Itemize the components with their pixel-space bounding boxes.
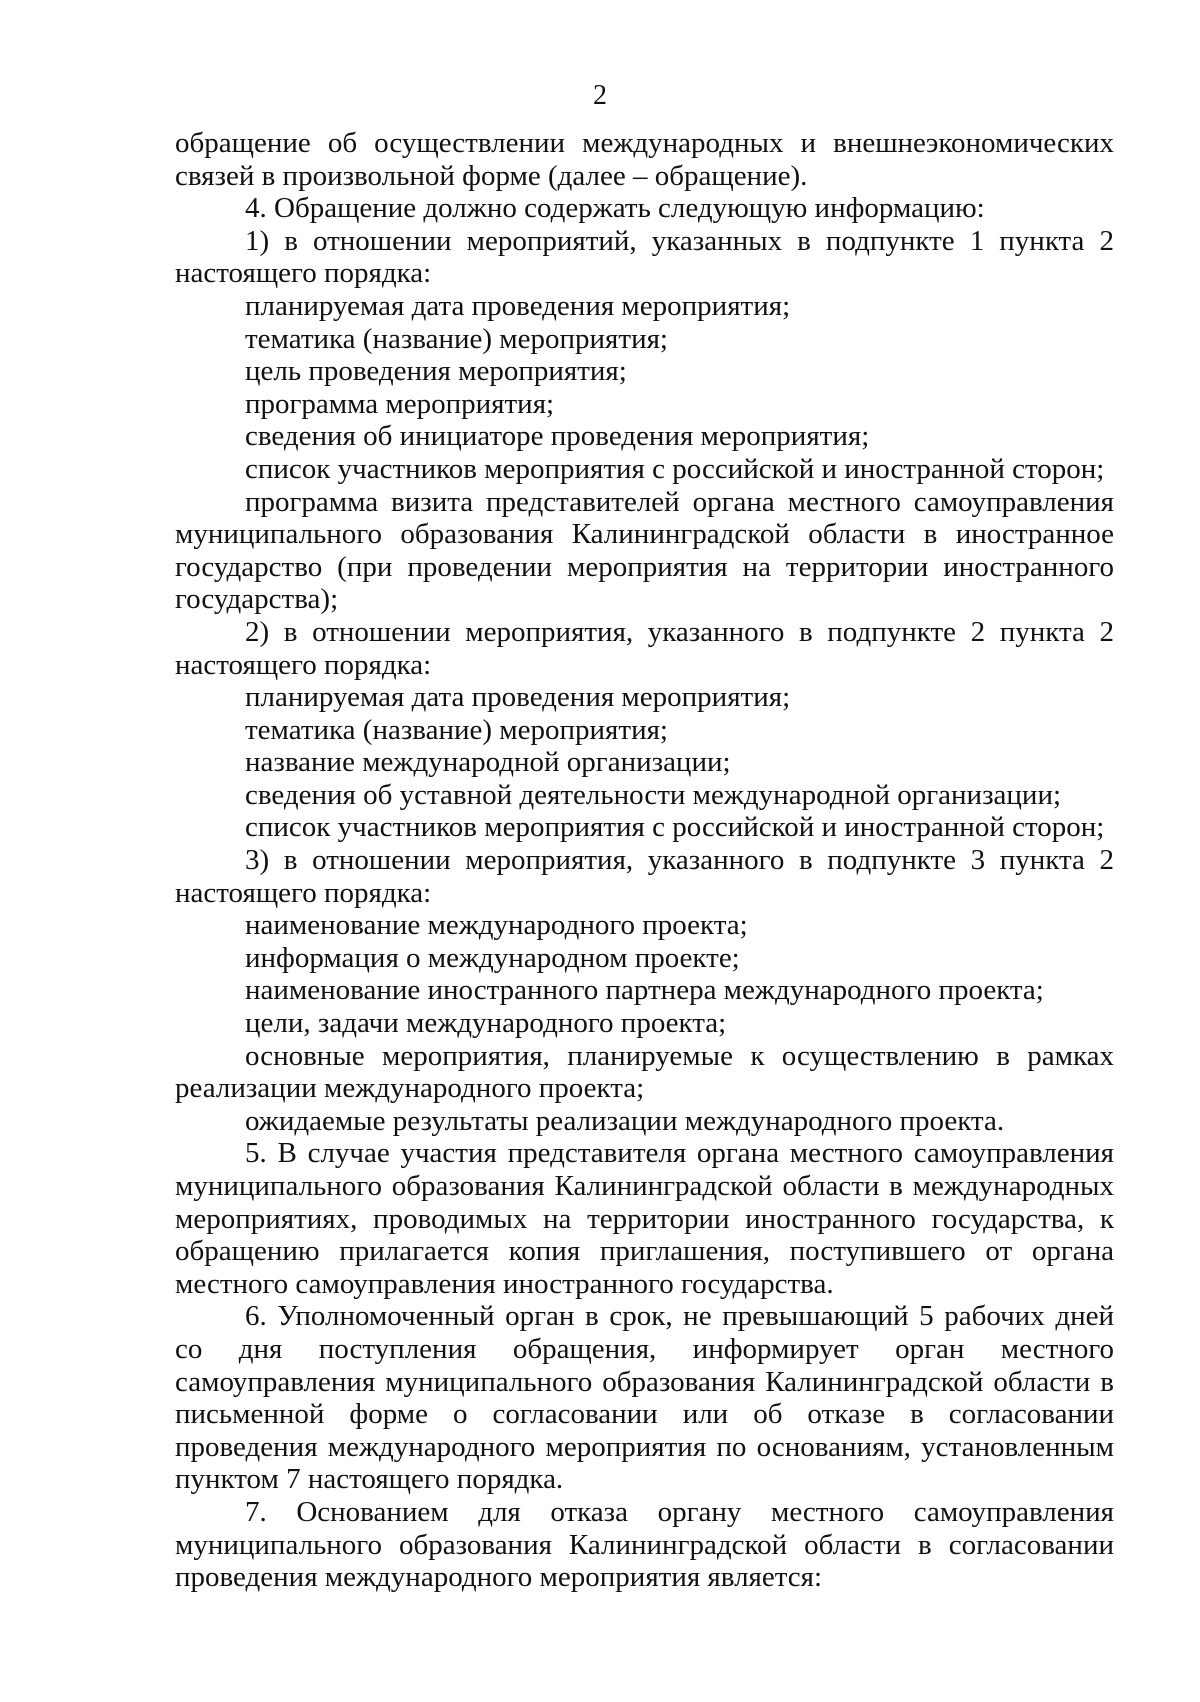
list-item: цели, задачи международного проекта;	[245, 1007, 727, 1040]
list-item-long: программа визита представителей органа местного самоуправления муниципального образования Калининградской области в иностранное государство (при проведении мероприятия на территории иностранного государства);	[175, 485, 1114, 616]
list-item: планируемая дата проведения мероприятия;	[245, 289, 791, 322]
paragraph-continuation: обращение об осуществлении международных и внешнеэкономических связей в произвольной форме (далее – обращение).	[175, 127, 1114, 192]
list-item: информация о международном проекте;	[245, 941, 740, 974]
paragraph-subclause-1: 1) в отношении мероприятий, указанных в подпункте 1 пункта 2 настоящего порядка:	[175, 224, 1114, 290]
list-item: программа мероприятия;	[245, 387, 555, 420]
paragraph-clause-6: 6. Уполномоченный орган в срок, не превышающий 5 рабочих дней со дня поступления обращения, информирует орган местного самоуправления муниципального образования Калининградской области в письменной форме о согласовании или об отказе в согласовании проведения международного мероприятия по основаниям, установленным пунктом 7 настоящего порядка.	[175, 1300, 1114, 1496]
list-item: тематика (название) мероприятия;	[245, 322, 668, 355]
list-item-long: основные мероприятия, планируемые к осуществлению в рамках реализации международного проекта;	[175, 1039, 1114, 1105]
paragraph-clause-5: 5. В случае участия представителя органа местного самоуправления муниципального образования Калининградской области в международных мероприятиях, проводимых на территории иностранного государства, к обращению прилагается копия приглашения, поступившего от органа местного самоуправления иностранного государства.	[175, 1137, 1114, 1300]
paragraph-clause-7: 7. Основанием для отказа органу местного самоуправления муниципального образования Калининградской области в согласовании проведения международного мероприятия является:	[175, 1495, 1114, 1594]
list-item: наименование международного проекта;	[245, 909, 748, 942]
list-item: список участников мероприятия с российской и иностранной сторон;	[245, 811, 1105, 844]
list-item: ожидаемые результаты реализации международного проекта.	[245, 1104, 1005, 1137]
list-item: список участников мероприятия с российской и иностранной сторон;	[245, 452, 1105, 485]
paragraph-subclause-3: 3) в отношении мероприятия, указанного в подпункте 3 пункта 2 настоящего порядка:	[175, 844, 1114, 909]
paragraph-clause-4: 4. Обращение должно содержать следующую информацию:	[245, 192, 985, 225]
list-item: цель проведения мероприятия;	[245, 355, 627, 388]
list-item: сведения об инициаторе проведения мероприятия;	[245, 420, 870, 453]
document-body	[175, 127, 1114, 1594]
list-item: тематика (название) мероприятия;	[245, 713, 668, 746]
list-item: наименование иностранного партнера международного проекта;	[245, 974, 1044, 1007]
list-item: название международной организации;	[245, 746, 731, 779]
page-number: 2	[593, 80, 607, 111]
paragraph-subclause-2: 2) в отношении мероприятия, указанного в подпункте 2 пункта 2 настоящего порядка:	[175, 615, 1114, 681]
list-item: планируемая дата проведения мероприятия;	[245, 681, 791, 714]
list-item: сведения об уставной деятельности международной организации;	[245, 778, 1062, 811]
